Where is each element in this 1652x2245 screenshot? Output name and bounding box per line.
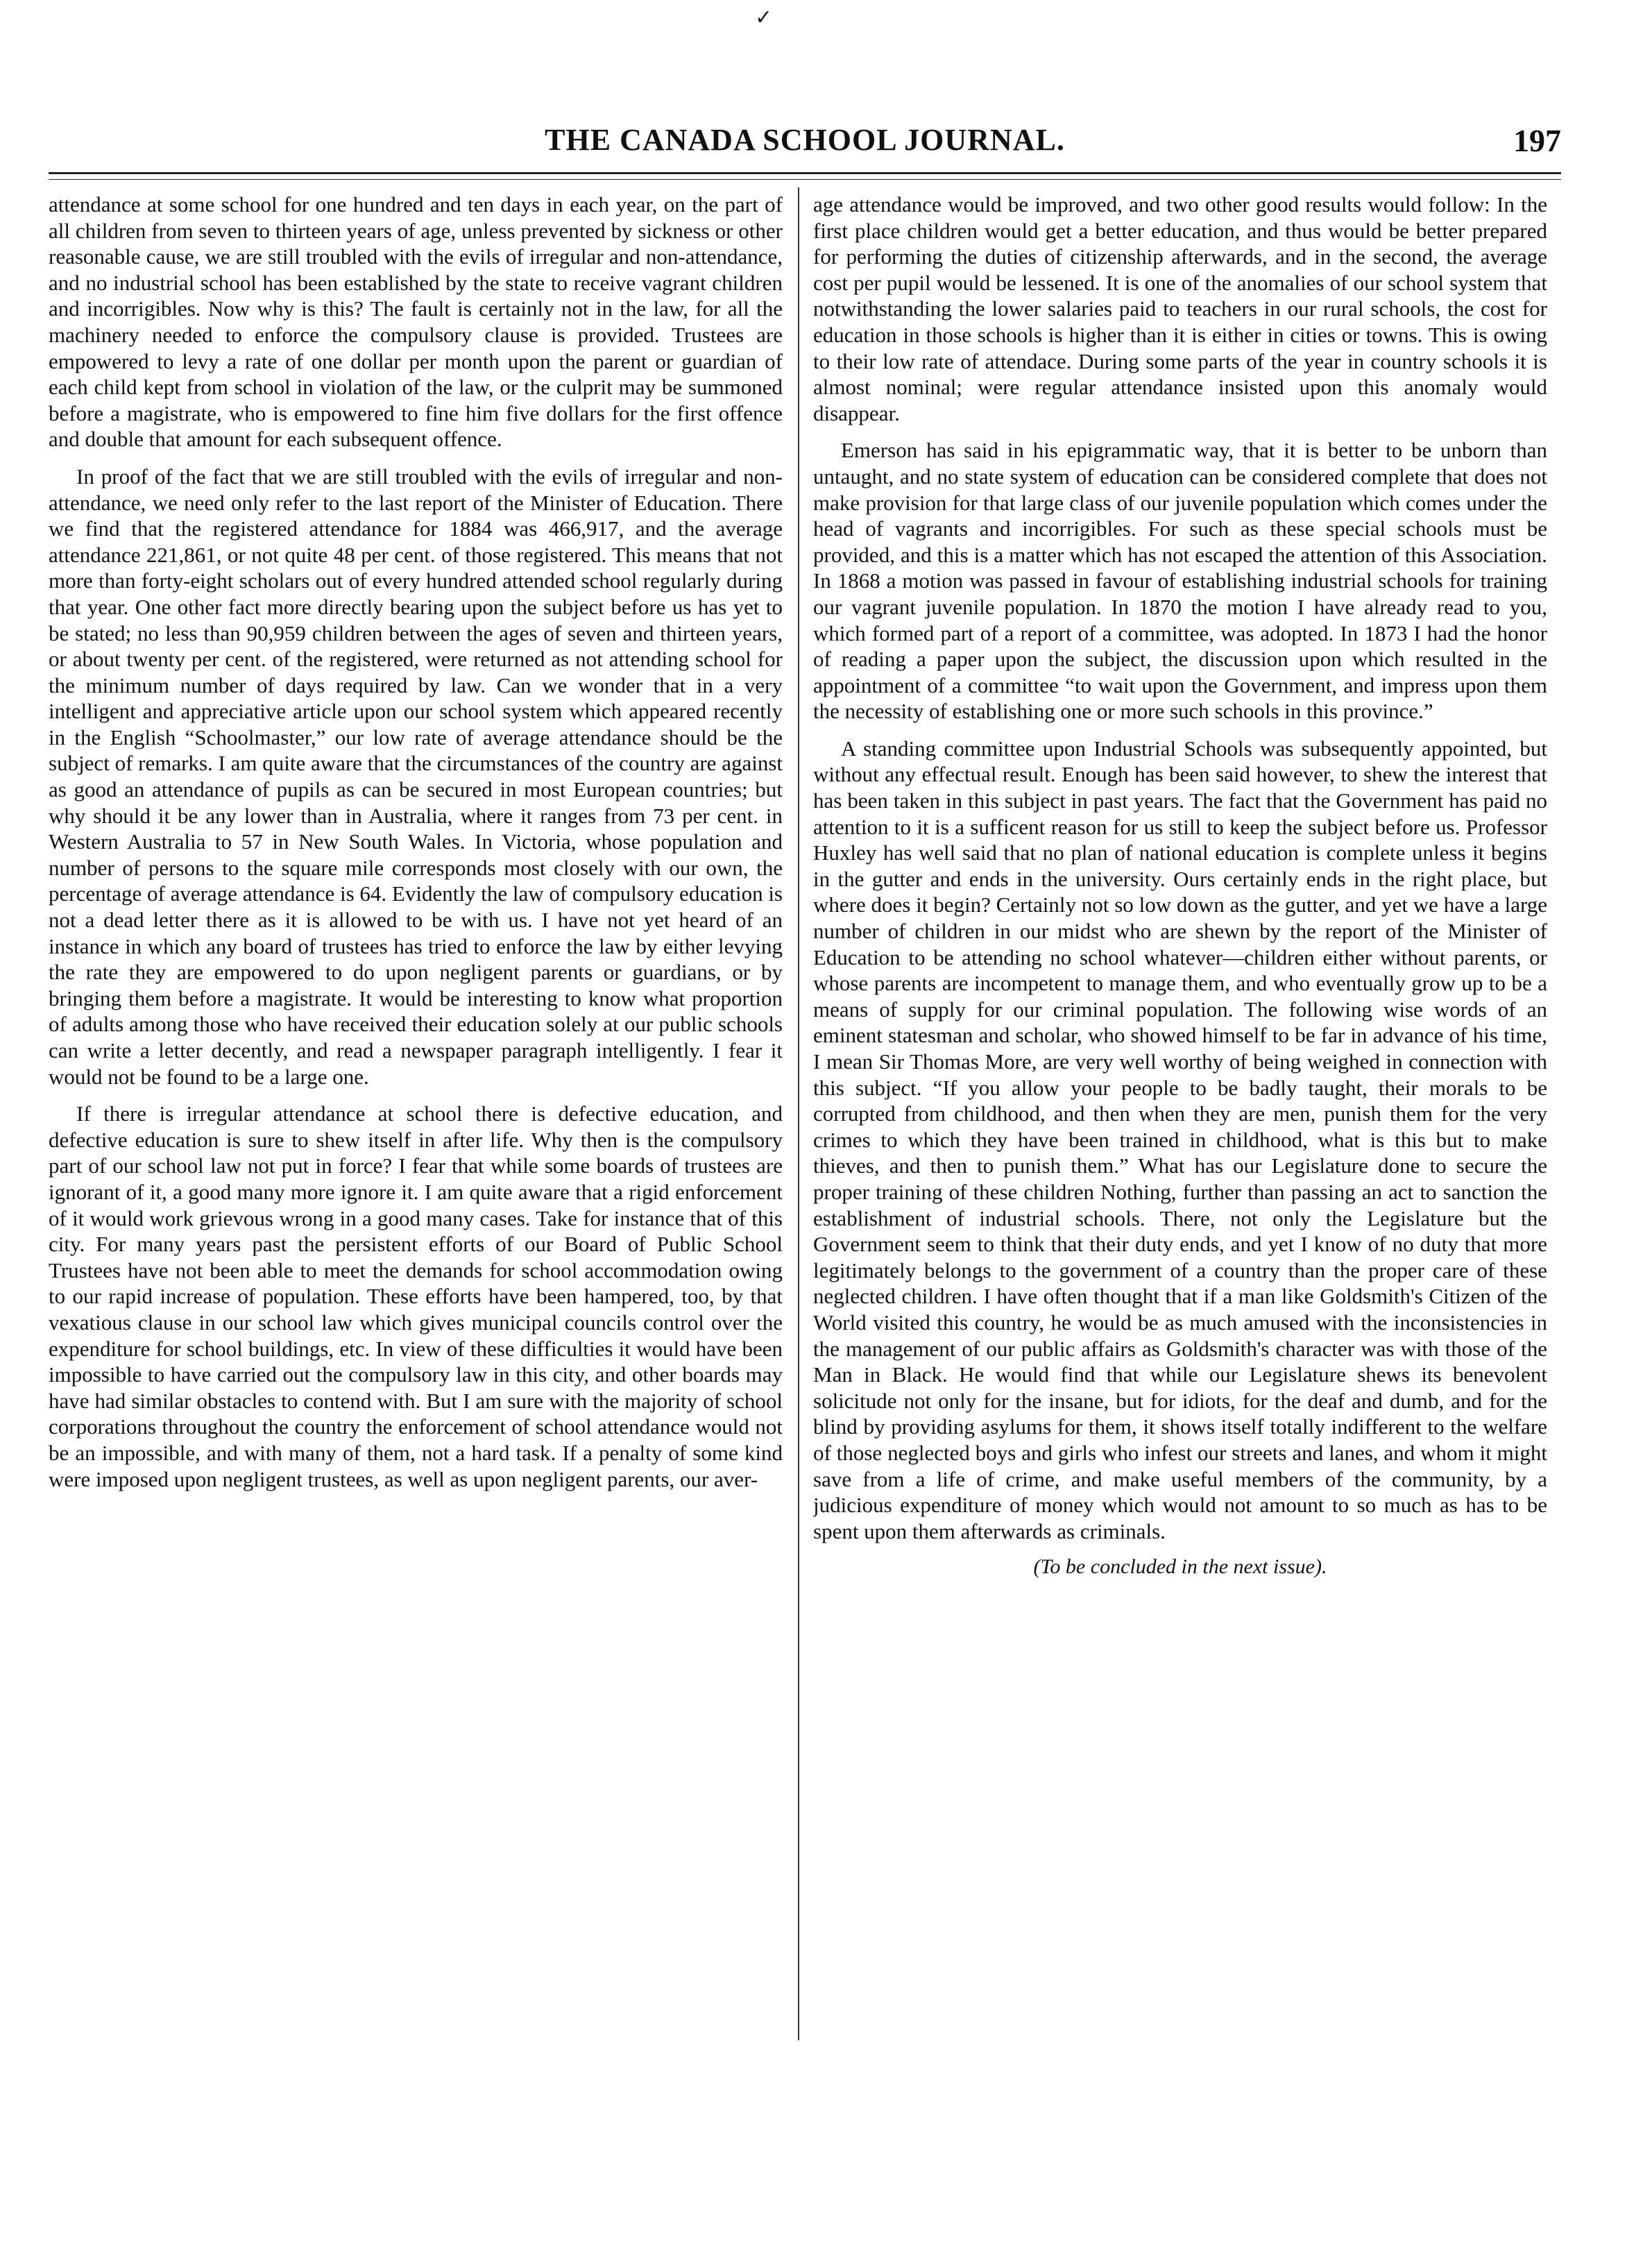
header-rule xyxy=(49,172,1561,174)
journal-title: THE CANADA SCHOOL JOURNAL. xyxy=(545,123,1065,157)
paragraph: age attendance would be improved, and two other good results would follow: In the first place children would get a better education, and thus would be better prepared for performing the duties of citizenship afterwards, and in the second, the average cost per pupil would be lessened. It is one of the anomalies of our school system that notwithstanding the lower salaries paid to teachers in our rural schools, the cost for education in those schools is higher than it is either in cities or towns. This is owing to their low rate of attendace. During some parts of the year in country schools it is almost nominal; were regular attendance insisted upon this anomaly would disappear. xyxy=(813,192,1547,425)
paragraph: If there is irregular attendance at school there is defective education, and defective education is sure to shew itself in after life. Why then is the compulsory part of our school law not put in force? I fear that while some boards of trustees are ignorant of it, a good many more ignore it. I am quite aware that a rigid enforcement of it would work grievous wrong in a good many cases. Take for instance that of this city. For many years past the persistent efforts of our Board of Public School Trustees have not been able to meet the demands for school accommodation owing to our rapid increase of population. These efforts have been hampered, too, by that vexatious clause in our school law which gives municipal councils control over the expenditure for school buildings, etc. In view of these difficulties it would have been impossible to have carried out the compulsory law in this city, and other boards may have had similar obstacles to contend with. But I am sure with the majority of school corporations throughout the country the enforcement of school attendance would not be an impossible, and with many of them, not a hard task. If a penalty of some kind were imposed upon negligent trustees, as well as upon negligent parents, our aver- xyxy=(49,1101,783,1491)
paragraph: attendance at some school for one hundred and ten days in each year, on the part of all children from seven to thirteen years of age, unless prevented by sickness or other reasonable cause, we are still troubled with the evils of irregular and non-attendance, and no industrial school has been established by the state to receive vagrant children and incorrigibles. Now why is this? The fault is certainly not in the law, for all the machinery needed to enforce the compulsory clause is provided. Trustees are empowered to levy a rate of one dollar per month upon the parent or guardian of each child kept from school in violation of the law, or the culprit may be summoned before a magistrate, who is empowered to fine him five dollars for the first offence and double that amount for each subsequent offence. xyxy=(49,192,783,452)
left-column xyxy=(49,192,783,2031)
column-divider xyxy=(798,187,799,2040)
right-column xyxy=(813,192,1547,2031)
header-rule-thin xyxy=(49,179,1561,180)
top-mark: ✓ xyxy=(755,6,773,29)
paragraph: A standing committee upon Industrial Schools was subsequently appointed, but without any effectual result. Enough has been said however, to shew the interest that has been taken in this subject in past years. The fact that the Government has paid no attention to it is a sufficent reason for us still to keep the subject before us. Professor Huxley has well said that no plan of national education is complete unless it begins in the gutter and ends in the university. Ours certainly ends in the right place, but where does it begin? Certainly not so low down as the gutter, and yet we have a large number of children in our midst who are shewn by the report of the Minister of Education to be attending no school whatever—children either without parents, or whose parents are incompetent to manage them, and who eventually grow up to be a means of supply for our criminal population. The following wise words of an eminent statesman and scholar, who showed himself to be far in advance of his time, I mean Sir Thomas More, are very well worthy of being weighed in connection with this subject. “If you allow your people to be badly taught, their morals to be corrupted from childhood, and then when they are men, punish them for the very crimes to which they have been trained in childhood, what is this but to make thieves, and then to punish them.” What has our Legislature done to secure the proper training of these children Nothing, further than passing an act to sanction the establishment of industrial schools. There, not only the Legislature but the Government seem to think that their duty ends, and yet I know of no duty that more legitimately belongs to the government of a country than the proper care of these neglected children. I have often thought that if a man like Goldsmith's Citizen of the World visited this country, he would be as much amused with the inconsistencies in the management of our public affairs as Goldsmith's character was with those of the Man in Black. He would find that while our Legislature shews its benevolent solicitude not only for the insane, but for idiots, for the deaf and dumb, and for the blind by providing asylums for them, it shows itself totally indifferent to the welfare of those neglected boys and girls who infest our streets and lanes, and whom it might save from a life of crime, and make useful members of the community, by a judicious expenditure of money which would not amount to so much as has to be spent upon them afterwards as criminals. xyxy=(813,736,1547,1543)
page-header xyxy=(49,122,1561,171)
closing-note: (To be concluded in the next issue). xyxy=(1033,1555,1327,1579)
paragraph: Emerson has said in his epigrammatic way, that it is better to be unborn than untaught, and no state system of education can be considered complete that does not make provision for that large class of our juvenile population which comes under the head of vagrants and incorrigibles. For such as these special schools must be provided, and this is a matter which has not escaped the attention of this Association. In 1868 a motion was passed in favour of establishing industrial schools for training our vagrant juvenile population. In 1870 the motion I have already read to you, which formed part of a report of a committee, was adopted. In 1873 I had the honor of reading a paper upon the subject, the discussion upon which resulted in the appointment of a committee “to wait upon the Government, and impress upon them the necessity of establishing one or more such schools in this province.” xyxy=(813,438,1547,724)
paragraph: In proof of the fact that we are still troubled with the evils of irregular and non-attendance, we need only refer to the last report of the Minister of Education. There we find that the registered attendance for 1884 was 466,917, and the average attendance 221,861, or not quite 48 per cent. of those registered. This means that not more than forty-eight scholars out of every hundred attended school regularly during that year. One other fact more directly bearing upon the subject before us has yet to be stated; no less than 90,959 children between the ages of seven and thirteen years, or about twenty per cent. of the registered, were returned as not attending school for the minimum number of days required by law. Can we wonder that in a very intelligent and appreciative article upon our school system which appeared recently in the English “Schoolmaster,” our low rate of average attendance should be the subject of remarks. I am quite aware that the circumstances of the country are against as good an attendance of pupils as can be secured in most European countries; but why should it be any lower than in Australia, where it ranges from 73 per cent. in Western Australia to 57 in New South Wales. In Victoria, whose population and number of persons to the square mile corresponds most closely with our own, the percentage of average attendance is 64. Evidently the law of compulsory education is not a dead letter there as it is allowed to be with us. I have not yet heard of an instance in which any board of trustees has tried to enforce the law by either levying the rate they are empowered to do upon negligent parents or guardians, or by bringing them before a magistrate. It would be interesting to know what proportion of adults among those who have received their education solely at our public schools can write a letter decently, and read a newspaper paragraph intelligently. I fear it would not be found to be a large one. xyxy=(49,464,783,1089)
page-number: 197 xyxy=(1513,123,1561,158)
